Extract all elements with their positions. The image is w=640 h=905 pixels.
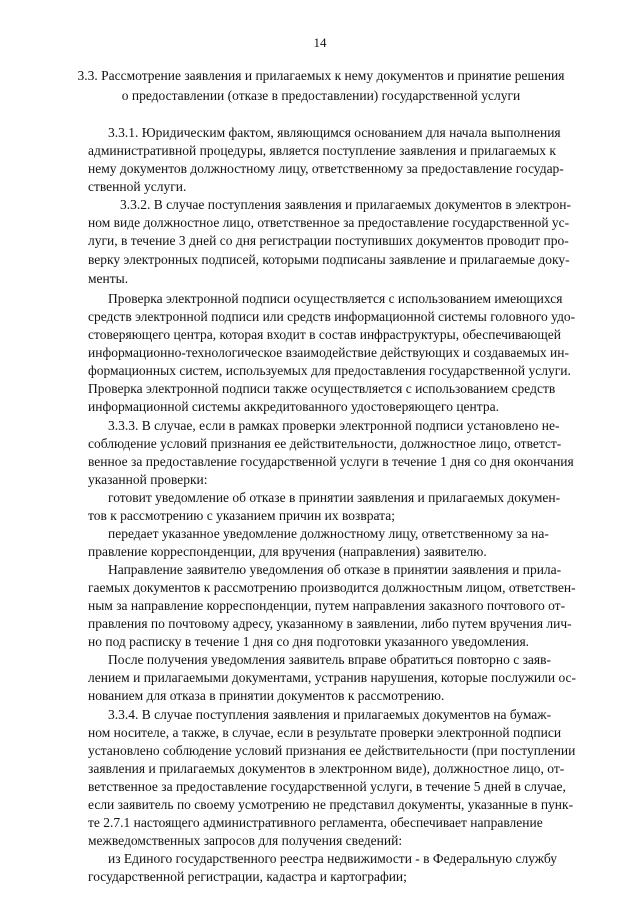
text-line: из Единого государственного реестра недвижимости - в Федеральную службу [108,851,558,866]
text-line: указанной проверки: [88,472,208,487]
text-line: те 2.7.1 настоящего административного регламента, обеспечивает направление [88,815,543,830]
text-line: гаемых документов к рассмотрению производится должностным лицом, ответствен- [88,580,576,595]
text-line: если заявитель по своему усмотрению не представил документы, указанные в пунк- [88,797,574,812]
section-title [40,66,602,106]
text-line: административной процедуры, является поступление заявления и прилагаемых к [88,143,556,158]
text-line: Проверка электронной подписи осуществляется с использованием имеющихся [108,291,563,306]
text-line: правление корреспонденции, для вручения (направления) заявителю. [88,544,487,559]
text-line: ным за направление корреспонденции, путем направления заказного почтового от- [88,598,566,613]
text-line: Проверка электронной подписи также осуществляется с использованием средств [88,381,556,396]
text-line: тов к рассмотрению с указанием причин их возврата; [88,508,395,523]
text-line: информационной системы аккредитованного удостоверяющего центра. [88,399,499,414]
section-title-line: 3.3. Рассмотрение заявления и прилагаемых к нему документов и принятие решения [77,68,565,83]
text-line: 3.3.1. Юридическим фактом, являющимся основанием для начала выполнения [108,125,561,140]
text-line: заявления и прилагаемых документов в электронном виде), должностное лицо, от- [88,761,565,776]
text-line: готовит уведомление об отказе в принятии заявления и прилагаемых докумен- [108,490,561,505]
text-line: венное за предоставление государственной услуги в течение 1 дня со дня окончания [88,454,574,469]
text-line: государственной регистрации, кадастра и картографии; [88,869,407,884]
text-line: межведомственных запросов для получения сведений: [88,833,403,848]
text-line: передает указанное уведомление должностному лицу, ответственному за на- [108,526,549,541]
text-line: 3.3.3. В случае, если в рамках проверки электронной подписи установлено не- [108,418,560,433]
text-line: но под расписку в течение 1 дня со дня подготовки указанного уведомления. [88,634,530,649]
text-line: нованием для отказа в принятии документов к рассмотрению. [88,688,445,703]
text-line: стоверяющего центра, которая входит в состав инфраструктуры, обеспечивающей [88,327,561,342]
text-line: ственной услуги. [88,179,187,194]
text-line: После получения уведомления заявитель вправе обратиться повторно с заяв- [108,652,551,667]
text-line: ном виде должностное лицо, ответственное за предоставление государственной ус- [88,215,570,230]
text-line: менты. [88,271,129,286]
text-line: нему документов должностному лицу, ответственному за предоставление государ- [88,161,564,176]
text-line: средств электронной подписи или средств информационной системы головного удо- [88,309,576,324]
text-line: формационных систем, используемых для предоставления государственной услуги. [88,363,571,378]
text-line: лением и прилагаемыми документами, устранив нарушения, которые послужили ос- [88,670,577,685]
text-line: правления по почтовому адресу, указанному в заявлении, либо путем вручения лич- [88,616,572,631]
text-line: 3.3.2. В случае поступления заявления и прилагаемых документов в электрон- [120,197,572,212]
page-number: 14 [313,35,327,50]
section-title-line: о предоставлении (отказе в предоставлении) государственной услуги [121,88,521,103]
text-line: ветственное за предоставление государственной услуги, в течение 5 дней в случае, [88,779,566,794]
text-line: установлено соблюдение условий признания ее действительности (при поступлении [88,743,576,758]
text-line: ном носителе, а также, в случае, если в результате проверки электронной подписи [88,725,562,740]
text-line: соблюдение условий признания ее действительности, должностное лицо, ответст- [88,436,562,451]
text-line: верку электронных подписей, которыми подписаны заявление и прилагаемые доку- [88,252,570,267]
text-line: 3.3.4. В случае поступления заявления и прилагаемых документов на бумаж- [108,707,552,722]
text-line: луги, в течение 3 дней со дня регистрации поступивших документов проводит про- [88,233,569,248]
text-line: информационно-технологическое взаимодействие действующих и создаваемых ин- [88,345,569,360]
text-line: Направление заявителю уведомления об отказе в принятии заявления и прила- [108,562,562,577]
